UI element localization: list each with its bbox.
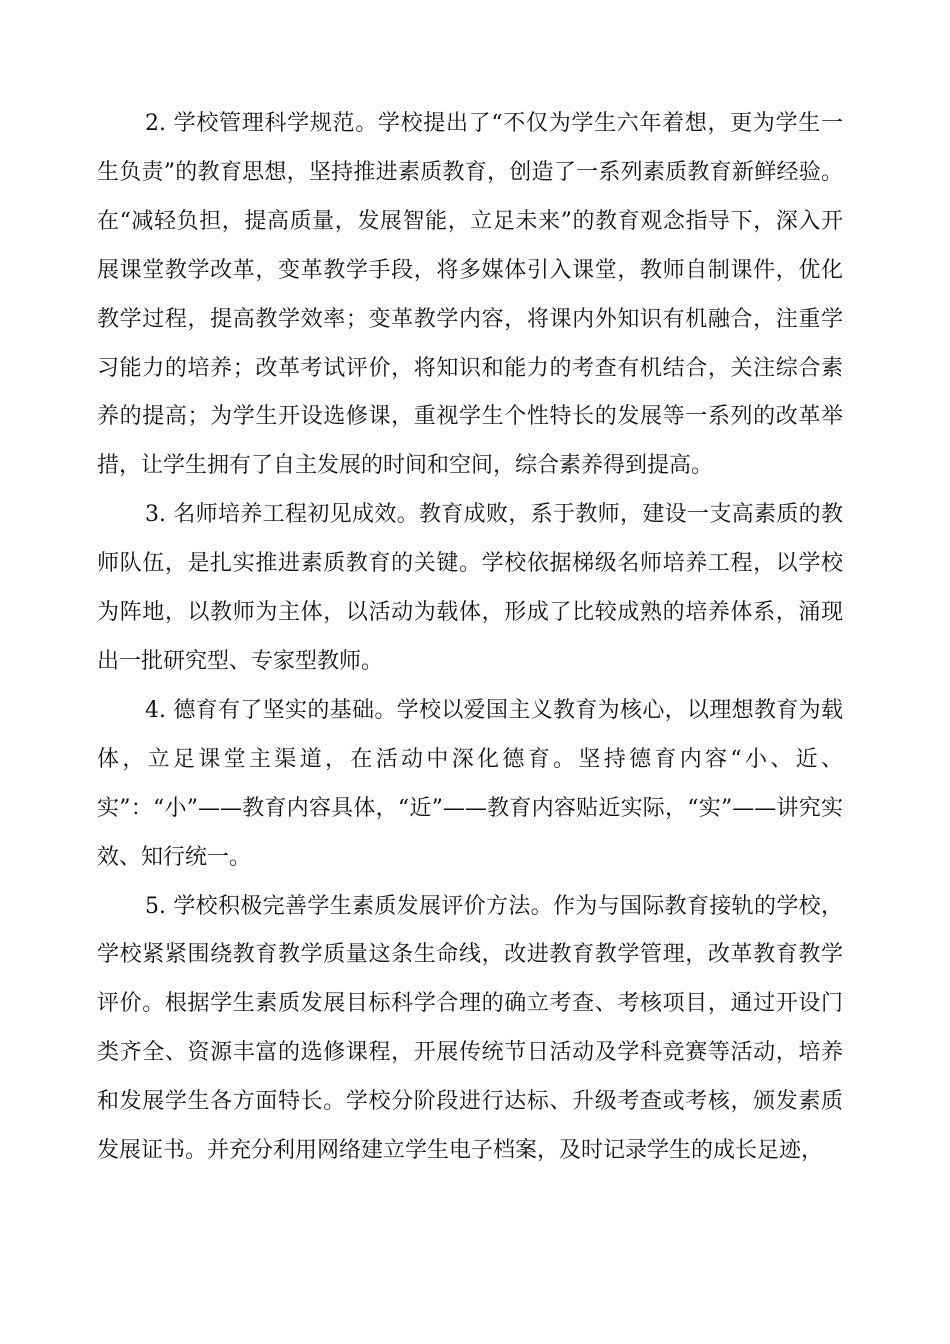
paragraph-school-management: 2. 学校管理科学规范。学校提出了“不仅为学生六年着想，更为学生一生负责”的教育思想，坚持推进素质教育，创造了一系列素质教育新鲜经验。在“减轻负担，提高质量，发展智能，立足未来”的教育观念指导下，深入开展课堂教学改革，变革教学手段，将多媒体引入课堂，教师自制课件，优化教学过程，提高教学效率；变革教学内容，将课内外知识有机融合，注重学习能力的培养；改革考试评价，将知识和能力的考查有机结合，关注综合素养的提高；为学生开设选修课，重视学生个性特长的发展等一系列的改革举措，让学生拥有了自主发展的时间和空间，综合素养得到提高。 [97, 111, 843, 479]
paragraph-teacher-training: 3. 名师培养工程初见成效。教育成败，系于教师，建设一支高素质的教师队伍，是扎实推进素质教育的关键。学校依据梯级名师培养工程，以学校为阵地，以教师为主体，以活动为载体，形成了比较成熟的培养体系，涌现出一批研究型、专家型教师。 [97, 502, 843, 674]
document-page [97, 100, 843, 1176]
paragraph-student-evaluation: 5. 学校积极完善学生素质发展评价方法。作为与国际教育接轨的学校，学校紧紧围绕教育教学质量这条生命线，改进教育教学管理，改革教育教学评价。根据学生素质发展目标科学合理的确立考查、考核项目，通过开设门类齐全、资源丰富的选修课程，开展传统节日活动及学科竞赛等活动，培养和发展学生各方面特长。学校分阶段进行达标、升级考查或考核，颁发素质发展证书。并充分利用网络建立学生电子档案，及时记录学生的成长足迹， [97, 893, 843, 1164]
paragraph-moral-education: 4. 德育有了坚实的基础。学校以爱国主义教育为核心，以理想教育为载体，立足课堂主渠道，在活动中深化德育。坚持德育内容“小、近、实”：“小”——教育内容具体，“近”——教育内容贴近实际，“实”——讲究实效、知行统一。 [97, 697, 843, 870]
